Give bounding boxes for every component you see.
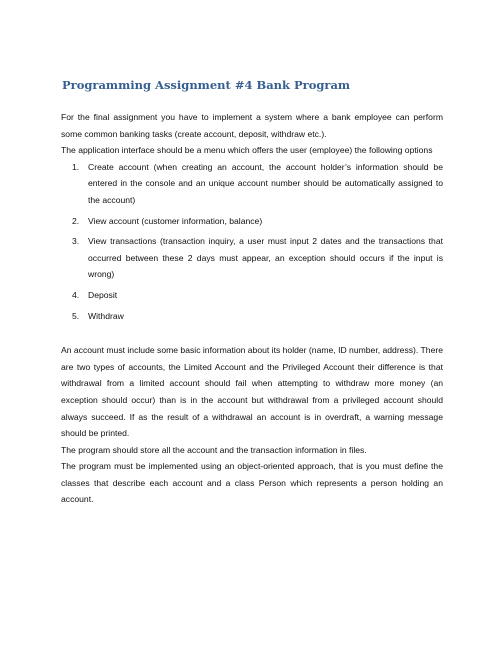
list-item-number: 2. [72,215,80,226]
list-item-number: 4. [72,289,80,300]
menu-intro-paragraph: The application interface should be a menu which offers the user (employee) the following options [61,145,433,156]
storage-paragraph: The program should store all the account and the transaction information in files. [61,444,367,455]
list-item-text: View transactions (transaction inquiry, a user must input 2 dates and the transactions that occurred between these 2 days must appear, an exception should occurs if the input is wrong) [88,236,443,280]
paragraph-spacer [61,328,443,342]
list-item-number: 1. [72,161,80,172]
account-paragraph: An account must include some basic information about its holder (name, ID number, address). There are two types of accounts, the Limited Account and the Privileged Account their difference is that withdrawal from a limited account should fail when attempting to withdraw more money (an exception should occur) than is in the account but withdrawal from a privileged account should always succeed. If as the result of a withdrawal an account is in overdraft, a warning message should be printed. [61,345,443,439]
list-item-text: Create account (when creating an account, the account holder’s information should be entered in the console and an unique account number should be automatically assigned to the account) [88,161,443,205]
list-item [61,213,443,230]
document-title: Programming Assignment #4 Bank Program [62,78,351,92]
list-item [61,159,443,209]
list-item-number: 5. [72,310,80,321]
list-item [61,308,443,325]
oop-paragraph: The program must be implemented using an object-oriented approach, that is you must define the classes that describe each account and a class Person which represents a person holding an account. [61,461,443,505]
list-item [61,287,443,304]
list-item [61,233,443,283]
list-item-text: Deposit [88,289,118,300]
options-list [61,159,443,324]
intro-paragraph: For the final assignment you have to implement a system where a bank employee can perform some common banking tasks (create account, deposit, withdraw etc.). [61,112,443,139]
list-item-text: Withdraw [88,310,124,321]
list-item-number: 3. [72,236,80,247]
list-item-text: View account (customer information, balance) [88,215,263,226]
document-body [61,109,443,508]
